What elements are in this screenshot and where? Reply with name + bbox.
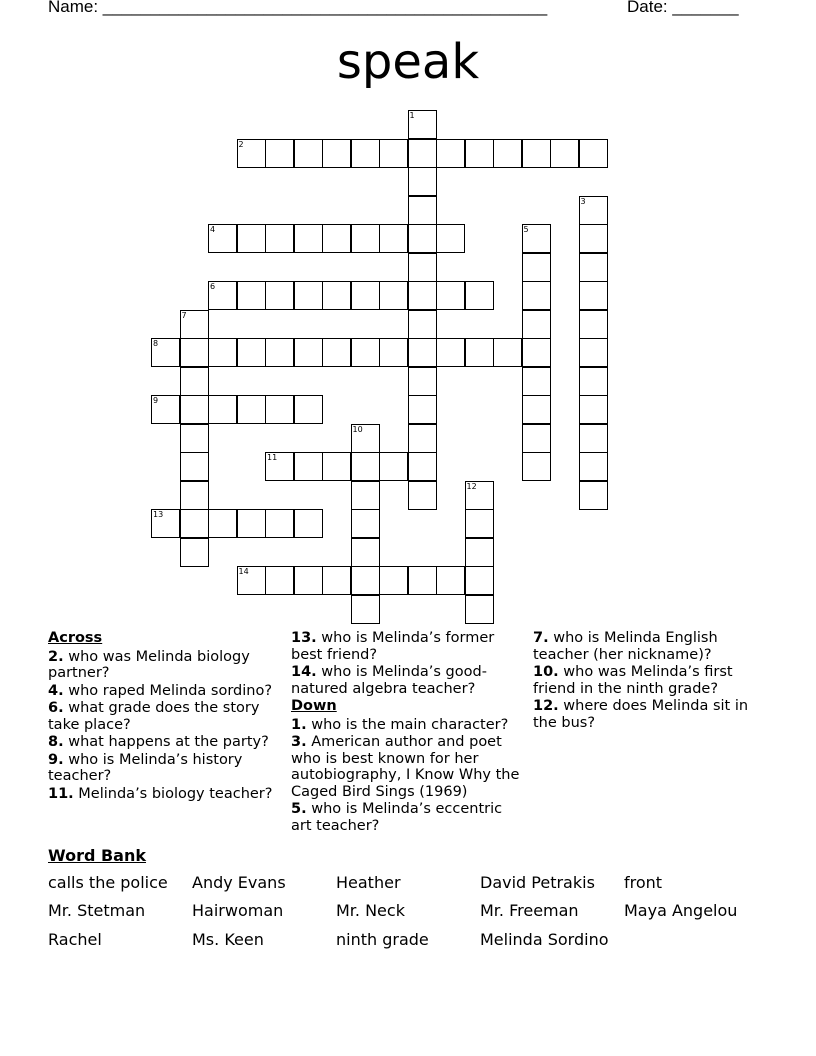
crossword-cell[interactable] xyxy=(379,452,408,481)
clue-across-4: 4. who raped Melinda sordino? xyxy=(48,682,273,699)
crossword-cell[interactable] xyxy=(493,338,522,367)
crossword-cell[interactable] xyxy=(322,452,351,481)
word-bank-item: front xyxy=(624,873,663,892)
word-bank-item: ninth grade xyxy=(336,930,429,949)
crossword-cell[interactable] xyxy=(579,310,608,339)
crossword-cell[interactable] xyxy=(208,509,237,538)
clue-down-12: 12. where does Melinda sit in the bus? xyxy=(533,698,749,731)
crossword-cell[interactable] xyxy=(408,196,437,225)
crossword-cell[interactable] xyxy=(579,338,608,367)
crossword-cell[interactable] xyxy=(436,566,465,595)
clue-number: 2 xyxy=(238,139,244,149)
clue-number: 13 xyxy=(153,510,164,519)
crossword-cell[interactable] xyxy=(522,139,551,168)
clue-number: 12 xyxy=(466,481,477,491)
word-bank-item: Andy Evans xyxy=(192,873,286,892)
crossword-cell[interactable] xyxy=(522,253,551,282)
crossword-cell[interactable] xyxy=(550,139,579,168)
crossword-cell[interactable] xyxy=(351,139,380,168)
crossword-cell[interactable] xyxy=(436,224,465,253)
crossword-cell[interactable] xyxy=(351,481,380,510)
crossword-cell[interactable] xyxy=(579,395,608,424)
crossword-cell[interactable] xyxy=(408,110,437,139)
crossword-cell[interactable] xyxy=(522,281,551,310)
clue-across-9: 9. who is Melinda’s history teacher? xyxy=(48,751,243,784)
crossword-cell[interactable] xyxy=(351,538,380,567)
crossword-cell[interactable] xyxy=(237,139,266,168)
crossword-cell[interactable] xyxy=(379,139,408,168)
crossword-cell[interactable] xyxy=(579,196,608,225)
crossword-cell[interactable] xyxy=(408,367,437,396)
crossword-cell[interactable] xyxy=(465,538,494,567)
crossword-cell[interactable] xyxy=(436,281,465,310)
crossword-cell[interactable] xyxy=(180,538,209,567)
clue-number: 3 xyxy=(580,196,586,206)
crossword-cell[interactable] xyxy=(322,566,351,595)
clue-down-1: 1. who is the main character? xyxy=(291,716,509,733)
clue-across-13: 13. who is Melinda’s former best friend? xyxy=(291,630,495,663)
crossword-cell[interactable] xyxy=(408,424,437,453)
crossword-cell[interactable] xyxy=(522,338,551,367)
crossword-cell[interactable] xyxy=(408,253,437,282)
crossword-cell[interactable] xyxy=(408,167,437,196)
crossword-cell[interactable] xyxy=(522,224,551,253)
clue-number: 6 xyxy=(210,282,216,291)
clue-number: 1 xyxy=(409,111,415,120)
crossword-cell[interactable] xyxy=(180,424,209,453)
clue-number: 14 xyxy=(238,567,249,576)
crossword-cell[interactable] xyxy=(522,310,551,339)
crossword-cell[interactable] xyxy=(294,224,323,253)
clue-down-10: 10. who was Melinda’s first friend in the ninth grade? xyxy=(533,664,733,697)
crossword-cell[interactable] xyxy=(465,281,494,310)
clue-down-3: 3. American author and poet who is best known for her autobiography, I Know Why the Caged Bird Sings (1969) xyxy=(291,734,520,800)
crossword-cell[interactable] xyxy=(294,509,323,538)
crossword-cell[interactable] xyxy=(522,395,551,424)
crossword-cell[interactable] xyxy=(180,367,209,396)
crossword-cell[interactable] xyxy=(579,424,608,453)
crossword-cell[interactable] xyxy=(379,566,408,595)
crossword-cell[interactable] xyxy=(294,566,323,595)
crossword-cell[interactable] xyxy=(579,253,608,282)
crossword-cell[interactable] xyxy=(265,281,294,310)
clue-across-2: 2. who was Melinda biology partner? xyxy=(48,648,250,681)
crossword-cell[interactable] xyxy=(265,224,294,253)
crossword-cell[interactable] xyxy=(322,139,351,168)
crossword-cell[interactable] xyxy=(351,224,380,253)
crossword-cell[interactable] xyxy=(493,139,522,168)
puzzle-title: speak xyxy=(336,34,480,90)
crossword-cell[interactable] xyxy=(351,509,380,538)
crossword-cell[interactable] xyxy=(436,139,465,168)
crossword-cell[interactable] xyxy=(180,481,209,510)
crossword-cell[interactable] xyxy=(237,566,266,595)
name-line: Name: _______________________________________________ xyxy=(48,0,548,16)
crossword-cell[interactable] xyxy=(379,338,408,367)
clue-across-6: 6. what grade does the story take place? xyxy=(48,700,260,733)
crossword-cell[interactable] xyxy=(208,395,237,424)
crossword-cell[interactable] xyxy=(208,281,237,310)
crossword-cell[interactable] xyxy=(351,595,380,624)
crossword-cell[interactable] xyxy=(579,281,608,310)
crossword-cell[interactable] xyxy=(151,395,180,424)
crossword-cell[interactable] xyxy=(465,566,494,595)
crossword-cell[interactable] xyxy=(408,566,437,595)
crossword-cell[interactable] xyxy=(180,395,209,424)
crossword-cell[interactable] xyxy=(151,338,180,367)
crossword-cell[interactable] xyxy=(379,281,408,310)
word-bank-item: Mr. Freeman xyxy=(480,901,579,920)
crossword-cell[interactable] xyxy=(237,395,266,424)
crossword-cell[interactable] xyxy=(237,338,266,367)
crossword-cell[interactable] xyxy=(408,481,437,510)
crossword-cell[interactable] xyxy=(522,452,551,481)
crossword-cell[interactable] xyxy=(265,139,294,168)
word-bank-item: calls the police xyxy=(48,873,168,892)
crossword-cell[interactable] xyxy=(408,139,437,168)
crossword-cell[interactable] xyxy=(294,338,323,367)
crossword-cell[interactable] xyxy=(180,509,209,538)
clue-number: 5 xyxy=(523,225,529,234)
word-bank-item: Mr. Neck xyxy=(336,901,405,920)
word-bank-title: Word Bank xyxy=(48,846,147,865)
crossword-cell[interactable] xyxy=(522,367,551,396)
crossword-cell[interactable] xyxy=(294,139,323,168)
crossword-cell[interactable] xyxy=(180,452,209,481)
crossword-cell[interactable] xyxy=(294,452,323,481)
crossword-cell[interactable] xyxy=(322,224,351,253)
crossword-cell[interactable] xyxy=(465,595,494,624)
crossword-cell[interactable] xyxy=(265,452,294,481)
clue-across-8: 8. what happens at the party? xyxy=(48,734,269,750)
crossword-cell[interactable] xyxy=(180,310,209,339)
down-heading: Down xyxy=(291,698,337,714)
crossword-cell[interactable] xyxy=(208,338,237,367)
crossword-cell[interactable] xyxy=(465,338,494,367)
crossword-cell[interactable] xyxy=(408,281,437,310)
crossword-cell[interactable] xyxy=(208,224,237,253)
crossword-cell[interactable] xyxy=(351,452,380,481)
clue-across-14: 14. who is Melinda’s good-natured algebra teacher? xyxy=(291,664,487,697)
crossword-cell[interactable] xyxy=(294,281,323,310)
crossword-cell[interactable] xyxy=(408,395,437,424)
clue-number: 10 xyxy=(352,424,363,434)
clues-column-3 xyxy=(533,630,769,732)
clue-across-11: 11. Melinda’s biology teacher? xyxy=(48,785,273,802)
word-bank-item: David Petrakis xyxy=(480,873,595,892)
clue-number: 11 xyxy=(267,453,278,462)
crossword-cell[interactable] xyxy=(351,281,380,310)
crossword-cell[interactable] xyxy=(579,452,608,481)
word-bank-item: Mr. Stetman xyxy=(48,901,146,920)
clue-number: 9 xyxy=(153,396,159,405)
crossword-cell[interactable] xyxy=(465,481,494,510)
crossword-cell[interactable] xyxy=(465,509,494,538)
word-bank-item: Rachel xyxy=(48,930,102,949)
crossword-cell[interactable] xyxy=(351,424,380,453)
word-bank-item: Heather xyxy=(336,873,401,892)
date-line: Date: _______ xyxy=(627,0,739,16)
crossword-cell[interactable] xyxy=(408,452,437,481)
clues-column-1 xyxy=(48,630,284,803)
word-bank-item: Maya Angelou xyxy=(624,901,738,920)
clue-number: 4 xyxy=(210,225,216,234)
crossword-cell[interactable] xyxy=(294,395,323,424)
crossword-cell[interactable] xyxy=(237,509,266,538)
crossword-cell[interactable] xyxy=(522,424,551,453)
crossword-cell[interactable] xyxy=(579,139,608,168)
word-bank-item: Ms. Keen xyxy=(192,930,264,949)
clue-number: 7 xyxy=(181,310,187,320)
crossword-cell[interactable] xyxy=(351,566,380,595)
crossword-cell[interactable] xyxy=(408,310,437,339)
crossword-cell[interactable] xyxy=(579,367,608,396)
across-heading: Across xyxy=(48,630,103,646)
crossword-cell[interactable] xyxy=(180,338,209,367)
crossword-cell[interactable] xyxy=(408,338,437,367)
crossword-cell[interactable] xyxy=(237,281,266,310)
clue-down-5: 5. who is Melinda’s eccentric art teacher? xyxy=(291,801,503,834)
crossword-cell[interactable] xyxy=(322,281,351,310)
crossword-cell[interactable] xyxy=(465,139,494,168)
clues-column-2 xyxy=(291,630,527,835)
crossword-cell[interactable] xyxy=(237,224,266,253)
crossword-cell[interactable] xyxy=(265,395,294,424)
word-bank-item: Hairwoman xyxy=(192,901,284,920)
clue-number: 8 xyxy=(153,339,159,348)
crossword-cell[interactable] xyxy=(265,509,294,538)
crossword-cell[interactable] xyxy=(265,338,294,367)
crossword-cell[interactable] xyxy=(579,481,608,510)
clue-down-7: 7. who is Melinda English teacher (her nickname)? xyxy=(533,630,718,663)
crossword-cell[interactable] xyxy=(408,224,437,253)
crossword-cell[interactable] xyxy=(351,338,380,367)
crossword-cell[interactable] xyxy=(579,224,608,253)
crossword-cell[interactable] xyxy=(265,566,294,595)
crossword-cell[interactable] xyxy=(379,224,408,253)
crossword-cell[interactable] xyxy=(436,338,465,367)
crossword-cell[interactable] xyxy=(322,338,351,367)
word-bank-item: Melinda Sordino xyxy=(480,930,609,949)
crossword-cell[interactable] xyxy=(151,509,180,538)
